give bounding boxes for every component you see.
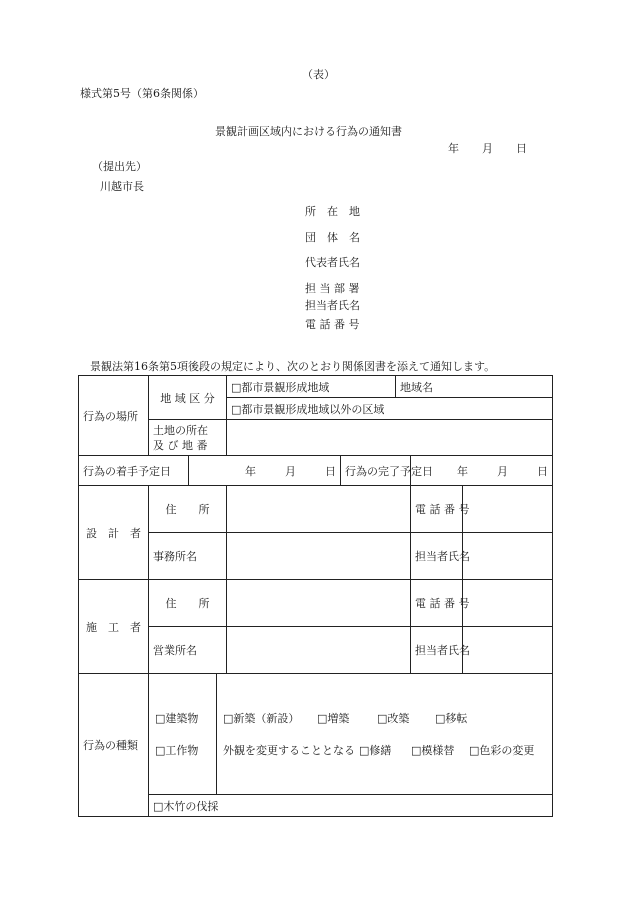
applicant-phone-label: 電 話 番 号: [305, 318, 360, 331]
start-month: 月: [285, 464, 296, 478]
builder-contact-field[interactable]: [463, 627, 553, 674]
addressee-paren: （提出先）: [92, 160, 147, 173]
appearance-label: 外観を変更することとなる: [223, 744, 355, 757]
designer-contact-label: 担当者氏名: [411, 533, 463, 580]
date-month: 月: [482, 142, 493, 155]
applicant-location-label: 所 在 地: [305, 205, 360, 218]
start-date-label: 行為の着手予定日: [79, 456, 189, 486]
designer-contact-field[interactable]: [463, 533, 553, 580]
zone-name-cell[interactable]: [396, 376, 553, 398]
complete-year: 年: [457, 464, 468, 478]
act-type-cell: [149, 674, 553, 795]
builder-contact-label: 担当者氏名: [411, 627, 463, 674]
builder-business-field[interactable]: [227, 627, 411, 674]
builder-label: 施 工 者: [79, 580, 149, 674]
date-day: 日: [516, 142, 527, 155]
repair-checkbox[interactable]: □修繕: [359, 744, 392, 757]
new-build-checkbox[interactable]: □新築（新設）: [223, 712, 300, 725]
extension-checkbox[interactable]: □増築: [317, 712, 350, 725]
remodel-checkbox[interactable]: □模様替: [411, 744, 455, 757]
act-type-row: [79, 674, 553, 795]
form-number: 様式第5号（第6条関係）: [80, 87, 204, 100]
rebuild-checkbox[interactable]: □改築: [377, 712, 410, 725]
relocation-checkbox[interactable]: □移転: [435, 712, 468, 725]
applicant-representative-label: 代表者氏名: [305, 256, 360, 269]
site-label: 行為の場所: [79, 376, 149, 456]
date-year: 年: [448, 142, 459, 155]
page-title: 景観計画区域内における行為の通知書: [215, 125, 402, 138]
zone-option-2[interactable]: □都市景観形成地域以外の区域: [227, 398, 553, 420]
land-label: [149, 420, 227, 456]
designer-phone-label: 電 話 番 号: [411, 486, 463, 533]
site-row-1: [79, 376, 553, 398]
color-change-checkbox[interactable]: □色彩の変更: [469, 744, 535, 757]
builder-phone-field[interactable]: [463, 580, 553, 627]
designer-office-label: 事務所名: [149, 533, 227, 580]
builder-row-1: [79, 580, 553, 627]
builder-phone-label: 電 話 番 号: [411, 580, 463, 627]
designer-office-field[interactable]: [227, 533, 411, 580]
start-year: 年: [245, 464, 256, 478]
start-day: 日: [325, 464, 336, 478]
zone-option-1[interactable]: □都市景観形成地域: [227, 376, 396, 398]
complete-month: 月: [497, 464, 508, 478]
builder-business-label: 営業所名: [149, 627, 227, 674]
complete-date-label: 行為の完了予定日: [341, 456, 411, 486]
designer-row-1: [79, 486, 553, 533]
applicant-org-label: 団 体 名: [305, 231, 360, 244]
land-label-line1: 土地の所在: [153, 423, 208, 437]
dates-row: [79, 456, 553, 486]
designer-row-2: [79, 533, 553, 580]
builder-address-label: 住 所: [149, 580, 227, 627]
zone-label: 地 域 区 分: [149, 376, 227, 420]
building-checkbox[interactable]: □建築物: [155, 712, 199, 725]
designer-label: 設 計 者: [79, 486, 149, 580]
builder-row-2: [79, 627, 553, 674]
land-label-line2: 及 び 地 番: [153, 438, 208, 452]
designer-address-label: 住 所: [149, 486, 227, 533]
applicant-person-label: 担当者氏名: [305, 299, 360, 312]
applicant-department-label: 担 当 部 署: [305, 282, 360, 295]
site-row-3: [79, 420, 553, 456]
builder-address-field[interactable]: [227, 580, 411, 627]
notification-table: [78, 375, 553, 817]
complete-day: 日: [537, 464, 548, 478]
timber-checkbox[interactable]: □木竹の伐採: [149, 795, 553, 817]
designer-phone-field[interactable]: [463, 486, 553, 533]
side-label: （表）: [302, 68, 335, 81]
timber-row: [79, 795, 553, 817]
start-date-field[interactable]: [189, 456, 341, 486]
intro-text: 景観法第16条第5項後段の規定により、次のとおり関係図書を添えて通知します。: [90, 360, 496, 373]
structure-checkbox[interactable]: □工作物: [155, 744, 199, 757]
land-location-field[interactable]: [227, 420, 553, 456]
zone-name-label: 地域名: [400, 380, 433, 394]
designer-address-field[interactable]: [227, 486, 411, 533]
act-type-label: 行為の種類: [79, 674, 149, 817]
addressee: 川越市長: [100, 180, 144, 193]
